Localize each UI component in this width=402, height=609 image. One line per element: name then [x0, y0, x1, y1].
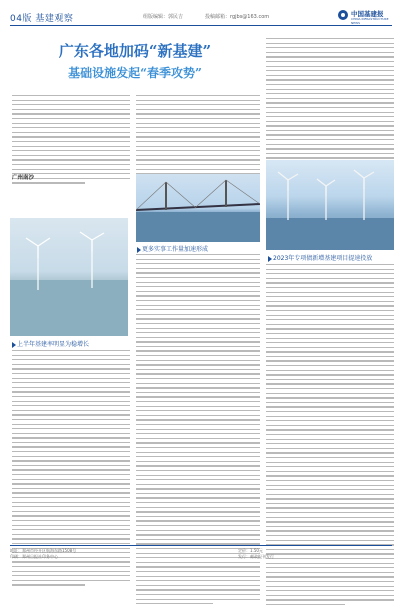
page-section-label: 04版 基建观察 — [10, 14, 74, 24]
section-heading-left: 上半年基建率明显为稳增长 — [12, 339, 89, 348]
headline-subtitle: 基础设施发起“春季攻势” — [68, 66, 202, 80]
section-marker-icon — [137, 247, 141, 253]
wind-farm-photo — [266, 160, 394, 250]
section-heading-right: 2023年专项债新增基建项目提速投放 — [268, 253, 372, 262]
section-marker-icon — [268, 256, 272, 262]
headline-title: 广东各地加码“新基建” — [58, 42, 212, 60]
article-text-right — [266, 264, 394, 609]
footer-address: 地址：郑州市经开区航海东路1508号 — [10, 548, 77, 553]
article-text-right-top — [266, 38, 394, 176]
footer-price: 定价：1.50元 — [238, 548, 263, 553]
logo-name: 中国基建报 — [351, 10, 384, 18]
header-divider — [10, 25, 392, 26]
submission-email: 投稿邮箱：rgjbs@163.com — [205, 14, 270, 20]
footer-divider — [10, 545, 392, 546]
bridge-photo — [136, 174, 260, 242]
logo-subtitle: CHINA INFRASTRUCTURE NEWS — [351, 17, 389, 25]
section-marker-icon — [12, 342, 16, 348]
wind-turbine-illustration — [266, 160, 394, 250]
logo-mark-icon — [338, 10, 348, 20]
footer-distribution: 发行：邮政报刊发行 — [238, 554, 274, 559]
offshore-wind-photo — [10, 218, 128, 336]
section-heading-mid: 更多实事工作量加速形成 — [137, 244, 208, 253]
newspaper-logo — [338, 9, 394, 23]
offshore-wind-illustration — [10, 218, 128, 336]
photo-caption: 广州南沙 — [12, 175, 35, 181]
bridge-illustration — [136, 174, 260, 242]
editor-credit: 组版编辑：郭民吉 — [143, 14, 184, 20]
footer-printer: 印刷：郑州日报社印务中心 — [10, 554, 58, 559]
